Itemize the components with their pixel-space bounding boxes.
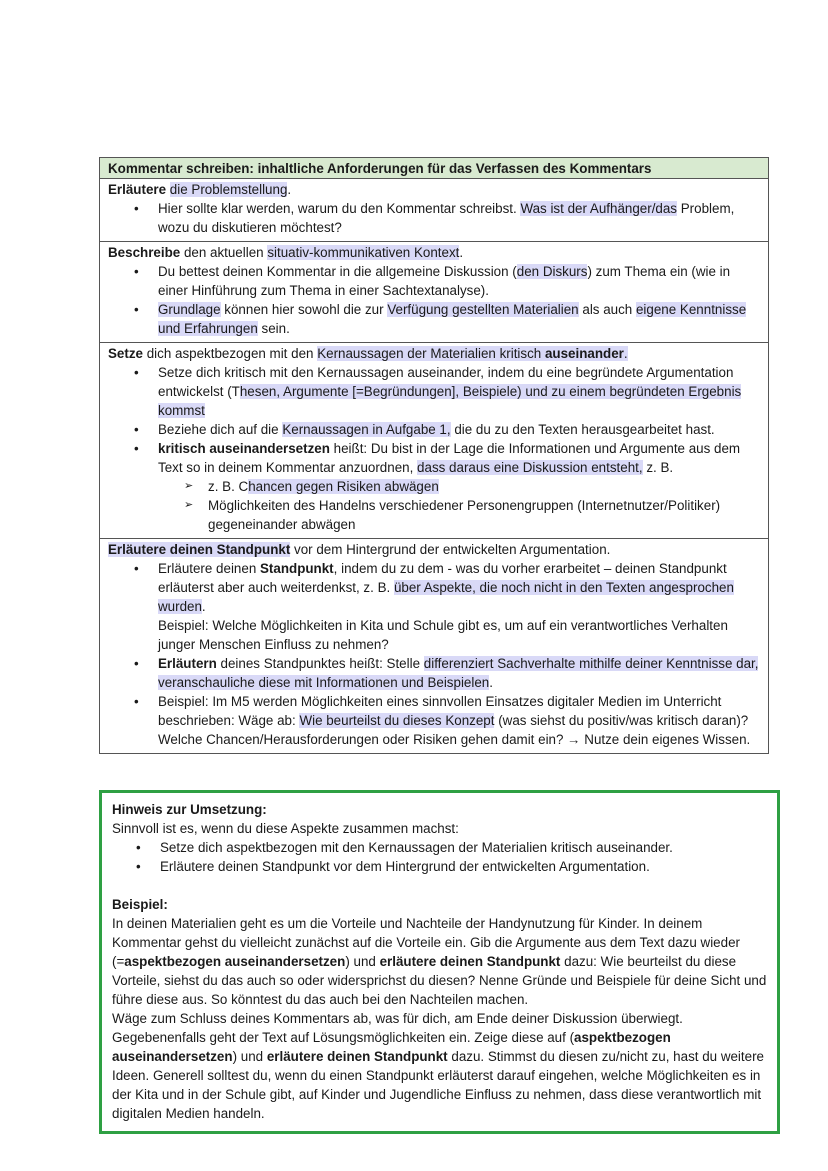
text: ) und <box>345 954 376 969</box>
highlight: Kernaussagen in Aufgabe 1, <box>282 422 451 437</box>
text: . <box>201 599 206 614</box>
text: die du zu den Texten herausgearbeitet hast. <box>454 422 715 437</box>
text: ) zum Thema ein (wie in einer Hinführung zum Thema in einer Sachtextanalyse). <box>158 264 731 298</box>
highlight: den Diskurs <box>516 264 588 279</box>
list-item <box>158 199 760 237</box>
highlight <box>317 346 627 361</box>
text: sein. <box>261 321 290 336</box>
highlight: Verfügung gestellten Materialien <box>387 302 579 317</box>
highlight: über Aspekte, die noch nicht in den Texten angesprochen wurden <box>158 580 734 614</box>
arrow-list-item <box>208 477 760 496</box>
text: deines Standpunktes heißt: Stelle <box>220 656 421 671</box>
highlight: dass daraus eine Diskussion entsteht, <box>417 460 643 475</box>
text: Möglichkeiten des Handelns verschiedener Personengruppen (Internetnutzer/Politiker) gegeneinander abwägen <box>208 498 721 532</box>
text: Beziehe dich auf die <box>158 422 279 437</box>
heading-verb: Erläutere deinen Standpunkt <box>108 542 291 557</box>
section-heading <box>108 344 760 363</box>
list-item <box>158 300 760 338</box>
text: (was siehst du positiv/was kritisch daran)? Welche Chancen/Herausforderungen oder Risiken gehen damit ein? → Nutze dein eigenes Wissen. <box>158 713 751 747</box>
heading-verb: Beschreibe <box>108 245 181 260</box>
bold-text: Erläutern <box>158 656 217 671</box>
text: . <box>623 346 628 361</box>
heading-highlight: die Problemstellung <box>169 182 288 197</box>
section-kontext <box>100 242 769 343</box>
text: z. B. <box>646 460 674 475</box>
example-paragraph-1 <box>112 914 769 1009</box>
text: heißt: Du bist in der Lage die Informationen und Argumente aus dem Text so in deinem Kommentar anzuordnen, <box>158 441 741 475</box>
heading-verb: Erläutere <box>108 182 167 197</box>
section-heading <box>108 540 760 559</box>
bold-text: erläutere deinen Standpunkt <box>379 954 561 969</box>
text: vor dem Hintergrund der entwickelten Argumentation. <box>294 542 611 557</box>
list-item <box>158 420 760 439</box>
section-heading <box>108 243 760 262</box>
text: Beispiel: Im M5 werden Möglichkeiten eines sinnvollen Einsatzes digitaler Medien im Unterricht beschrieben: Wäge ab: <box>158 694 722 728</box>
section-kernaussagen <box>100 343 769 539</box>
text: In deinen Materialien geht es um die Vorteile und Nachteile der Handynutzung für Kinder. In deinem Kommentar gehst du vielleicht zunächst auf die Vorteile ein. Gib die Argumente aus dem Text dazu wieder (= <box>112 916 740 969</box>
highlight: Was ist der Aufhänger/das <box>520 201 678 216</box>
highlight <box>108 542 290 557</box>
bold-text: erläutere deinen Standpunkt <box>266 1049 448 1064</box>
text: Kernaussagen der Materialien kritisch <box>317 346 542 361</box>
highlight: eigene Kenntnisse und Erfahrungen <box>158 302 747 336</box>
text: als auch <box>582 302 633 317</box>
highlight: Wie beurteilst du dieses Konzept <box>299 713 495 728</box>
note-intro: Sinnvoll ist es, wenn du diese Aspekte zusammen machst: <box>112 821 459 836</box>
highlight: hancen gegen Risiken abwägen <box>248 479 439 494</box>
list-item <box>158 363 760 420</box>
highlight: hesen, Argumente [=Begründungen], Beispiele) und zu einem begründeten Ergebnis kommst <box>158 384 742 418</box>
text: Du bettest deinen Kommentar in die allgemeine Diskussion ( <box>158 264 517 279</box>
list-item <box>158 439 760 534</box>
section-problemstellung <box>100 179 769 242</box>
bold-text: kritisch auseinandersetzen <box>158 441 330 456</box>
text: dich aspektbezogen mit den <box>146 346 314 361</box>
text: Setze dich kritisch mit den Kernaussagen auseinander, indem du eine begründete Argumentation entwickelst (T <box>158 365 734 399</box>
list-item: • Setze dich aspektbezogen mit den Kernaussagen der Materialien kritisch auseinander. <box>160 838 769 857</box>
text: . <box>489 675 493 690</box>
list-item <box>158 654 760 692</box>
example-title: Beispiel: <box>112 897 168 912</box>
text: Wäge zum Schluss deines Kommentars ab, was für dich, am Ende deiner Diskussion überwiegt. Gegebenenfalls geht der Text auf Lösungsmöglichkeiten ein. Zeige diese auf ( <box>112 1011 683 1045</box>
text: z. B. C <box>208 479 249 494</box>
heading-end: . <box>287 182 292 197</box>
text: . <box>459 245 464 260</box>
arrow-list-item <box>208 496 760 534</box>
list-item <box>158 262 760 300</box>
note-title: Hinweis zur Umsetzung: <box>112 802 267 817</box>
list-item: • Erläutere deinen Standpunkt vor dem Hintergrund der entwickelten Argumentation. <box>160 857 769 876</box>
highlight: differenziert Sachverhalte mithilfe deiner Kenntnisse dar, veranschauliche diese mit Informationen und Beispielen <box>158 656 759 690</box>
example-paragraph-2 <box>112 1009 769 1123</box>
bold-text: Standpunkt <box>260 561 334 576</box>
text: Hier sollte klar werden, warum du den Kommentar schreibst. <box>158 201 517 216</box>
text: , indem du zu dem - was du vorher erarbeitet – deinen Standpunkt erläuterst aber auch weiterdenkst, z. B. <box>158 561 727 595</box>
bold-text: aspektbezogen auseinandersetzen <box>124 954 346 969</box>
heading-verb: Setze <box>108 346 143 361</box>
text: dazu: Wie beurteilst du diese Vorteile, siehst du das auch so oder widersprichst du diesen? Nenne Gründe und Beispiele für deine Sicht und führe diese aus. So könntest du das auch bei den Nachteilen machen. <box>112 954 767 1007</box>
table-header: Kommentar schreiben: inhaltliche Anforderungen für das Verfassen des Kommentars <box>100 158 769 179</box>
requirements-table <box>99 157 769 754</box>
text: können hier sowohl die zur <box>224 302 384 317</box>
text: Problem, wozu du diskutieren möchtest? <box>158 201 735 235</box>
text: dazu. Stimmst du diesen zu/nicht zu, hast du weitere Ideen. Generell solltest du, wenn du einen Standpunkt erläuterst darauf eingehen, welche Möglichkeiten es in der Kita und in der Schule gibt, auf Kinder und Jugendliche Einfluss zu nehmen, dass diese verantwortlich mit digitalen Medien handeln. <box>112 1049 764 1121</box>
list-item <box>158 559 760 654</box>
text: den aktuellen <box>183 245 264 260</box>
implementation-note-box <box>99 790 780 1134</box>
section-heading <box>108 180 760 199</box>
section-standpunkt <box>100 539 769 754</box>
text: ) und <box>232 1049 264 1064</box>
highlight: situativ-kommunikativen Kontext <box>267 245 460 260</box>
list-item <box>158 692 760 749</box>
bold-text: aspektbezogen auseinandersetzen <box>112 1030 671 1064</box>
bold-text: auseinander <box>544 346 624 361</box>
text: Erläutere deinen <box>158 561 257 576</box>
highlight: Grundlage <box>158 302 221 317</box>
example-text: Beispiel: Welche Möglichkeiten in Kita und Schule gibt es, um auf ein verantwortliches Verhalten junger Menschen Einfluss zu nehmen? <box>158 618 728 652</box>
